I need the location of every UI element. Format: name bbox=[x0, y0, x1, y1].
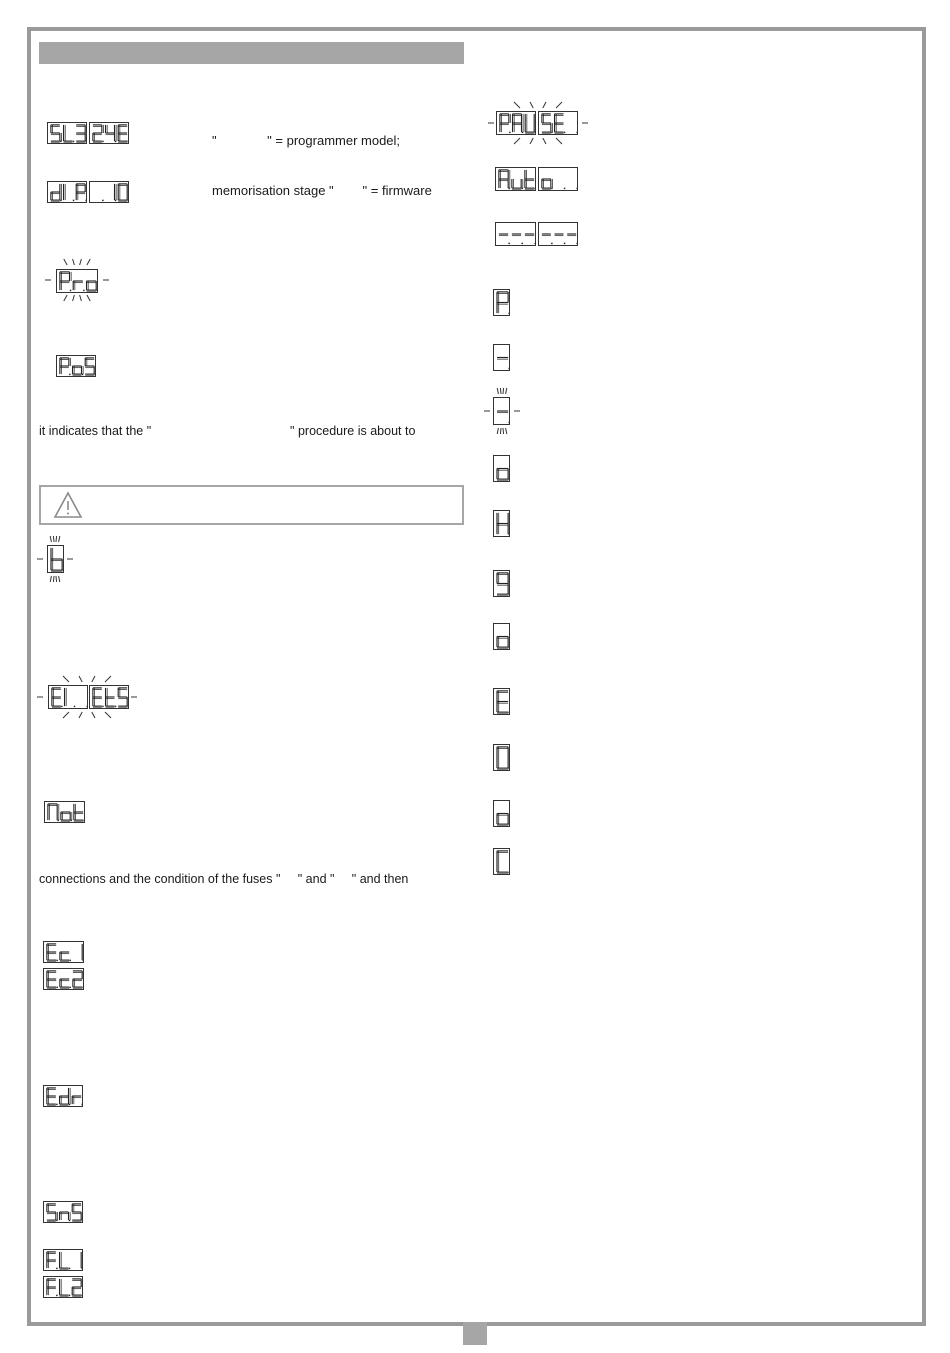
display-o-2 bbox=[493, 800, 510, 827]
display-pos bbox=[56, 355, 96, 377]
section-header-bar bbox=[39, 42, 464, 64]
display-mot bbox=[44, 801, 85, 823]
display-c bbox=[493, 848, 510, 875]
display-minus bbox=[493, 344, 510, 371]
display-h bbox=[493, 510, 510, 537]
page-number-tab bbox=[463, 1322, 487, 1345]
display-dash2 bbox=[538, 222, 578, 246]
display-se bbox=[538, 111, 578, 135]
warning-box bbox=[39, 485, 464, 525]
display-dash1 bbox=[495, 222, 536, 246]
display-p bbox=[493, 289, 510, 316]
display-sl3 bbox=[47, 122, 87, 144]
display-o-low bbox=[493, 455, 510, 482]
display-g bbox=[493, 570, 510, 597]
display-dip bbox=[47, 181, 87, 203]
warning-triangle-icon bbox=[53, 491, 83, 519]
display-sns bbox=[43, 1201, 83, 1223]
display-ei bbox=[48, 685, 88, 709]
display-o bbox=[538, 167, 578, 191]
display-pro bbox=[56, 269, 98, 293]
page-frame bbox=[27, 27, 926, 1326]
display-edr bbox=[43, 1085, 83, 1107]
display-aut bbox=[495, 167, 536, 191]
display-ets bbox=[89, 685, 129, 709]
display-o-bar bbox=[493, 623, 510, 650]
display-b bbox=[47, 545, 64, 573]
display-10 bbox=[89, 181, 129, 203]
display-fl1 bbox=[43, 1249, 83, 1271]
fuses-text: connections and the condition of the fuses " " and " " and then bbox=[39, 872, 409, 886]
display-24e bbox=[89, 122, 129, 144]
programmer-model-text: " " = programmer model; bbox=[212, 133, 401, 148]
display-0 bbox=[493, 744, 510, 771]
firmware-text: memorisation stage " " = firmware bbox=[212, 183, 432, 198]
display-ec2 bbox=[43, 968, 84, 990]
display-fl2 bbox=[43, 1276, 83, 1298]
display-pau bbox=[496, 111, 536, 135]
display-ec1 bbox=[43, 941, 84, 963]
procedure-text: it indicates that the " " procedure is about to bbox=[39, 424, 416, 438]
display-minus-blink bbox=[493, 397, 510, 425]
display-e bbox=[493, 688, 510, 715]
